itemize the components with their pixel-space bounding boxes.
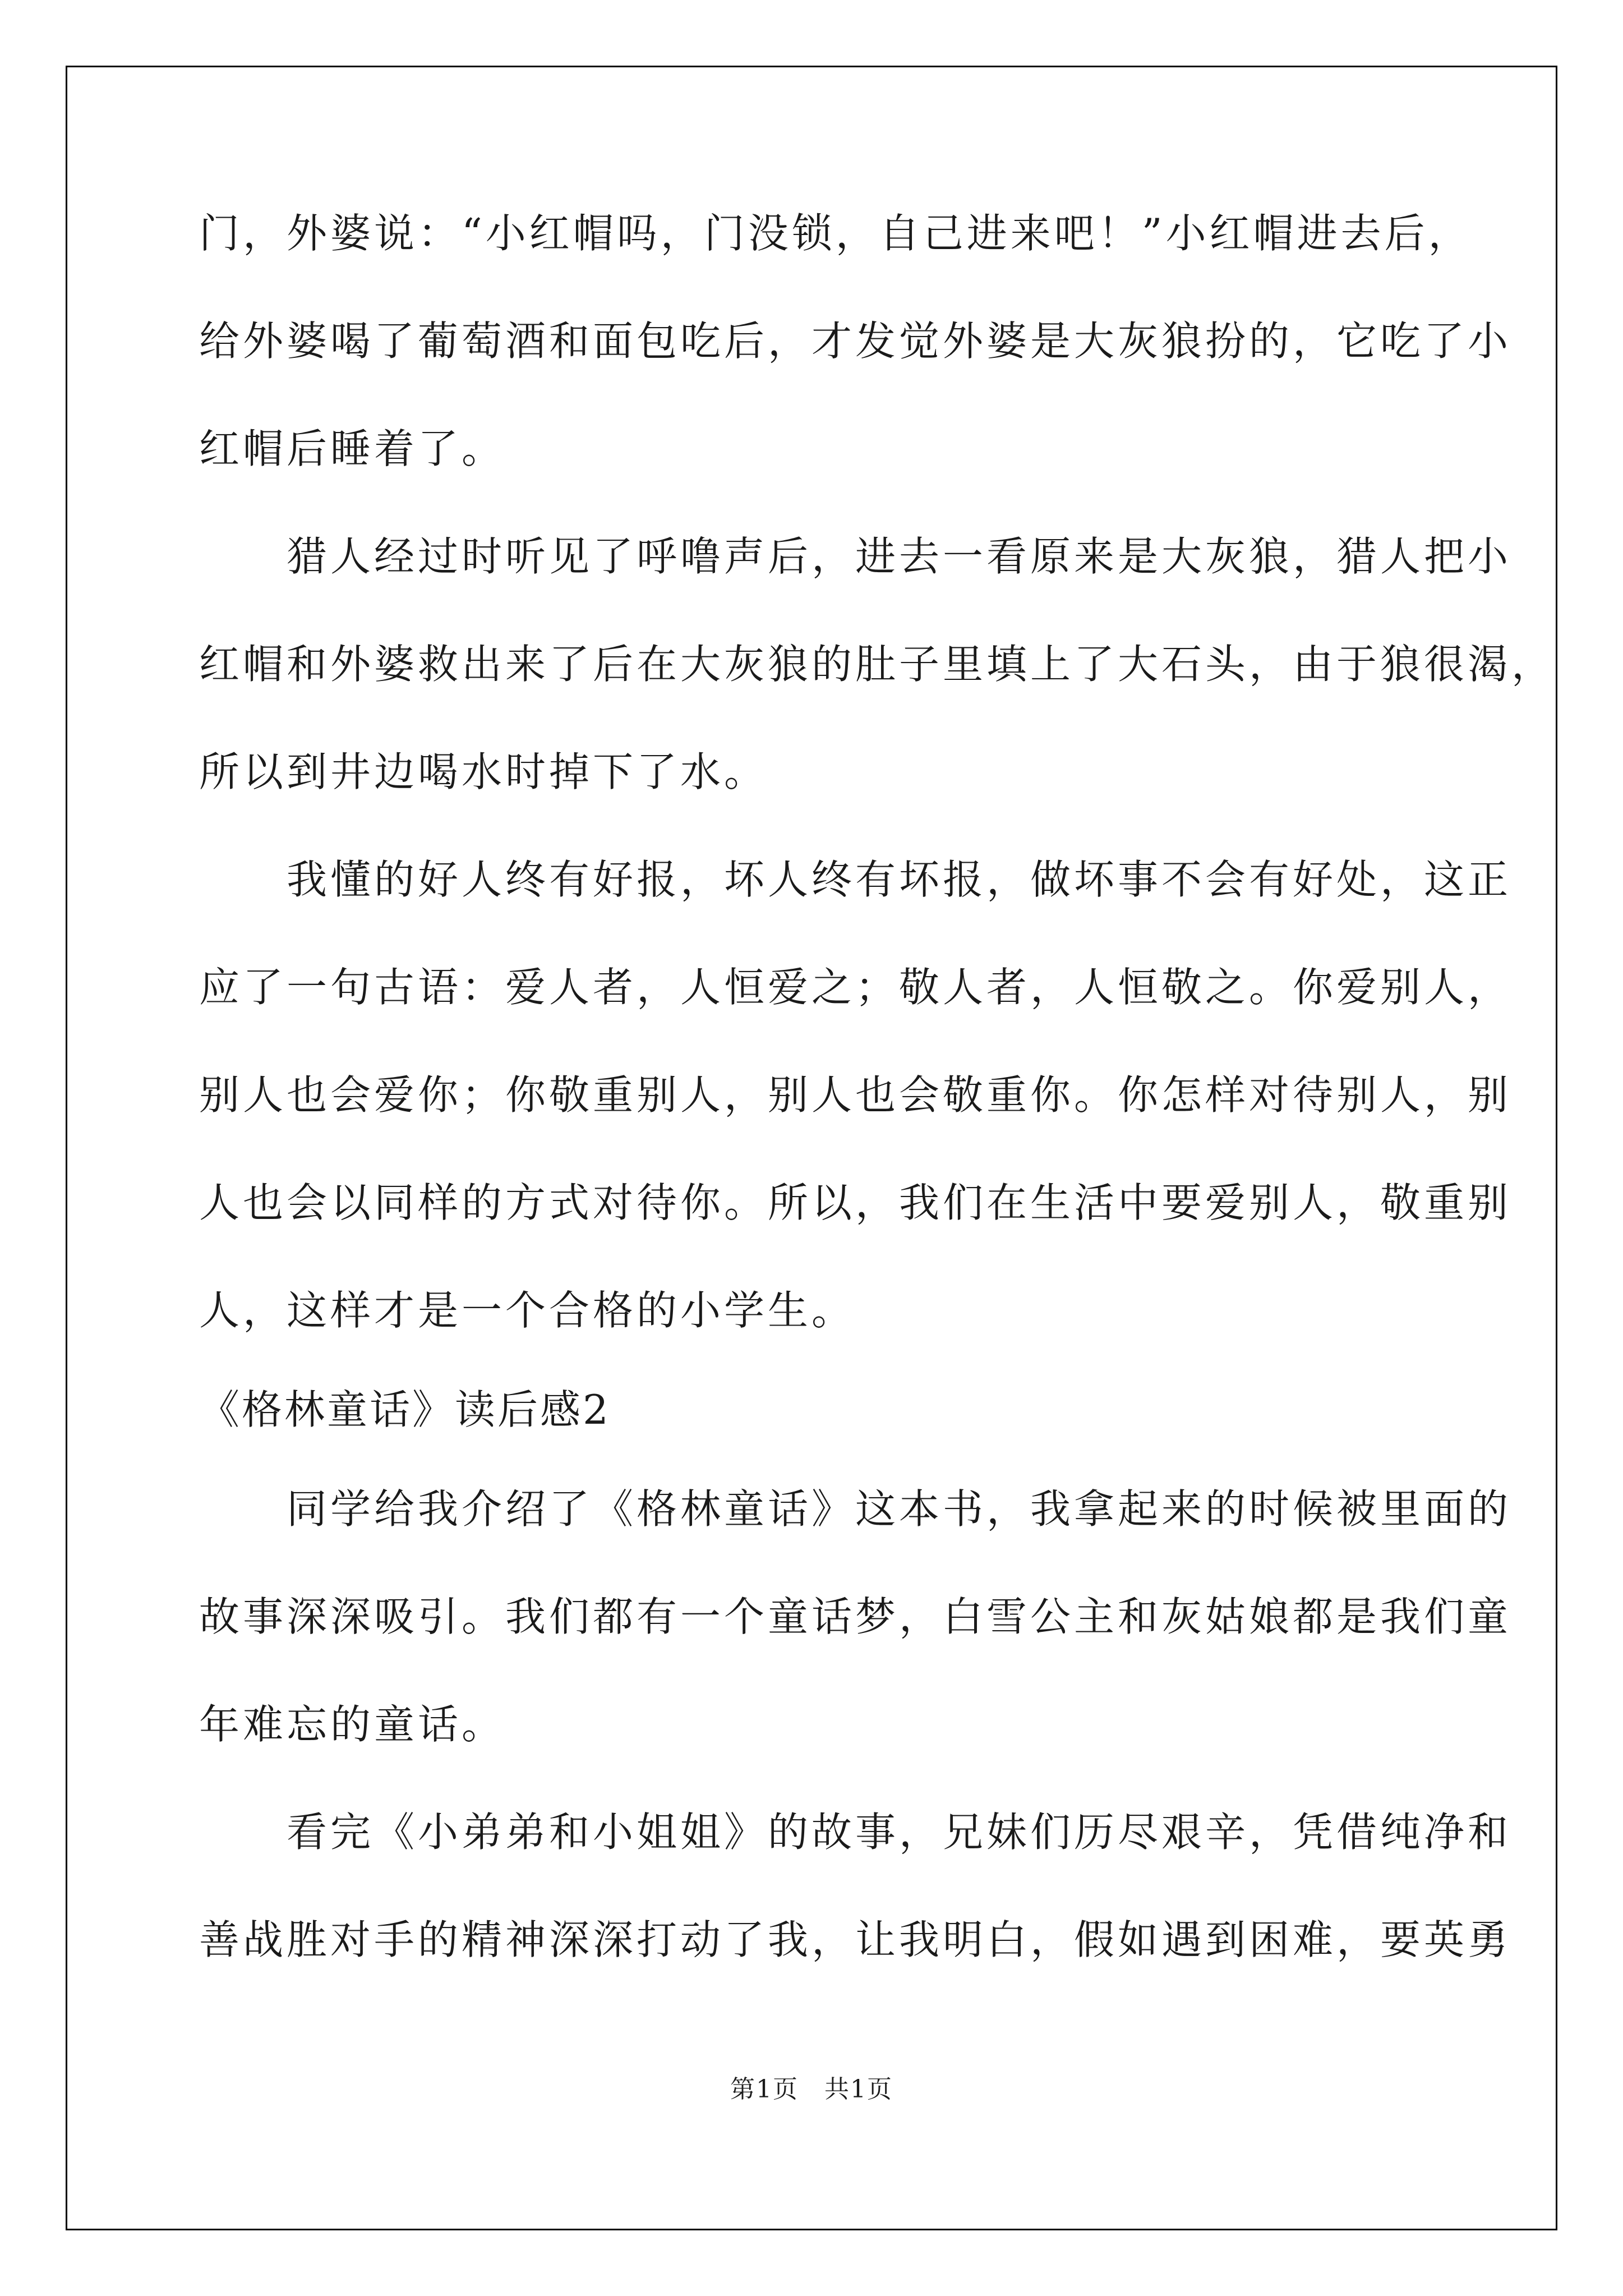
text-line: 红帽后睡着了。 — [199, 425, 506, 472]
text-line: 我懂的好人终有好报，坏人终有坏报，做坏事不会有好处，这正 — [199, 856, 1512, 903]
text-line: 给外婆喝了葡萄酒和面包吃后，才发觉外婆是大灰狼扮的，它吃了小 — [199, 318, 1512, 365]
text-line: 善战胜对手的精神深深打动了我，让我明白，假如遇到困难，要英勇 — [199, 1916, 1512, 1963]
text-line: 同学给我介绍了《格林童话》这本书，我拿起来的时候被里面的 — [199, 1485, 1512, 1533]
text-line: 应了一句古语：爱人者，人恒爱之；敬人者，人恒敬之。你爱别人， — [199, 964, 1512, 1011]
text-line: 人也会以同样的方式对待你。所以，我们在生活中要爱别人，敬重别 — [199, 1179, 1512, 1226]
section-heading: 《格林童话》读后感2 — [199, 1386, 611, 1433]
text-line: 别人也会爱你；你敬重别人，别人也会敬重你。你怎样对待别人，别 — [199, 1071, 1512, 1119]
text-line: 门，外婆说：“小红帽吗，门没锁，自己进来吧！”小红帽进去后， — [199, 210, 1472, 257]
text-line: 年难忘的童话。 — [199, 1701, 506, 1748]
text-line: 猎人经过时听见了呼噜声后，进去一看原来是大灰狼，猎人把小 — [199, 533, 1512, 580]
text-line: 人，这样才是一个合格的小学生。 — [199, 1287, 856, 1334]
text-line: 看完《小弟弟和小姐姐》的故事，兄妹们历尽艰辛，凭借纯净和 — [199, 1809, 1512, 1856]
page-border — [66, 66, 1557, 2230]
text-line: 故事深深吸引。我们都有一个童话梦，白雪公主和灰姑娘都是我们童 — [199, 1593, 1512, 1640]
page-number-footer: 第1页 共1页 — [730, 2075, 893, 2104]
text-line: 红帽和外婆救出来了后在大灰狼的肚子里填上了大石头，由于狼很渴， — [199, 641, 1556, 688]
text-line: 所以到井边喝水时掉下了水。 — [199, 748, 768, 795]
